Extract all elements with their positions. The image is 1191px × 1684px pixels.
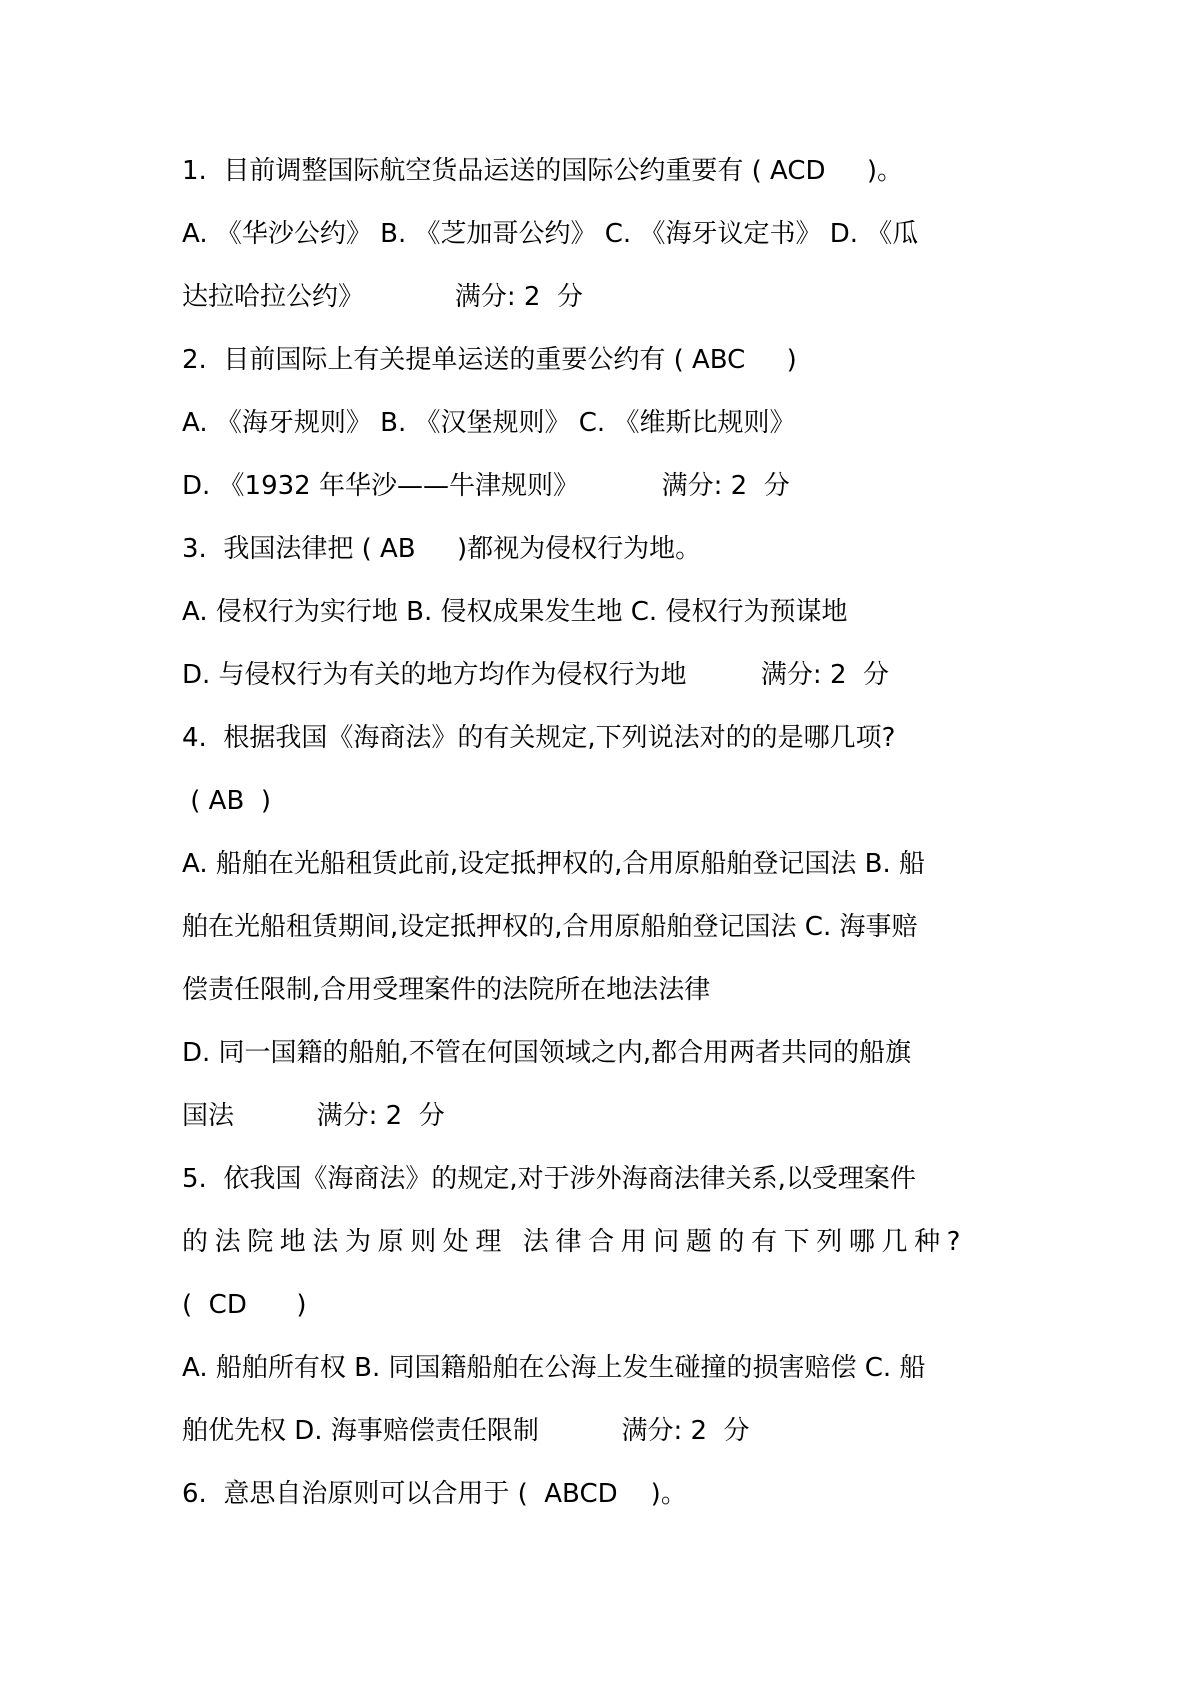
q5-stem-continued: 的法院地法为原则处理 法律合用问题的有下列哪几种? — [182, 1227, 968, 1257]
q4-options-line-1: A. 船舶在光船租赁此前,设定抵押权的,合用原船舶登记国法 B. 船 — [182, 849, 926, 879]
q4-stem: 4. 根据我国《海商法》的有关规定,下列说法对的的是哪几项? — [182, 723, 896, 753]
q5-stem: 5. 依我国《海商法》的规定,对于涉外海商法律关系,以受理案件 — [182, 1164, 916, 1194]
q6-stem: 6. 意思自治原则可以合用于 ( ABCD )。 — [182, 1479, 687, 1509]
q1-options-line-1: A. 《华沙公约》 B. 《芝加哥公约》 C. 《海牙议定书》 D. 《瓜 — [182, 219, 919, 249]
q1-stem: 1. 目前调整国际航空货品运送的国际公约重要有 ( ACD )。 — [182, 156, 903, 186]
q4-options-line-4: D. 同一国籍的船舶,不管在何国领域之内,都合用两者共同的船旗 — [182, 1038, 912, 1068]
q4-options-line-3: 偿责任限制,合用受理案件的法院所在地法法律 — [182, 975, 711, 1005]
q3-options-line-1: A. 侵权行为实行地 B. 侵权成果发生地 C. 侵权行为预谋地 — [182, 597, 848, 627]
q5-answer: ( CD ) — [182, 1290, 307, 1320]
q5-options-line-2: 舶优先权 D. 海事赔偿责任限制 满分: 2 分 — [182, 1416, 750, 1446]
q4-options-line-2: 舶在光船租赁期间,设定抵押权的,合用原船舶登记国法 C. 海事赔 — [182, 912, 918, 942]
q3-stem: 3. 我国法律把 ( AB )都视为侵权行为地。 — [182, 534, 702, 564]
document-page — [182, 140, 1022, 1526]
q2-options-line-1: A. 《海牙规则》 B. 《汉堡规则》 C. 《维斯比规则》 — [182, 408, 796, 438]
q1-options-line-2: 达拉哈拉公约》 满分: 2 分 — [182, 282, 584, 312]
q2-stem: 2. 目前国际上有关提单运送的重要公约有 ( ABC ) — [182, 345, 797, 375]
q4-options-line-5: 国法 满分: 2 分 — [182, 1101, 445, 1131]
q5-options-line-1: A. 船舶所有权 B. 同国籍船舶在公海上发生碰撞的损害赔偿 C. 船 — [182, 1353, 926, 1383]
q4-answer: ( AB ) — [182, 786, 271, 816]
q3-options-line-2: D. 与侵权行为有关的地方均作为侵权行为地 满分: 2 分 — [182, 660, 890, 690]
q2-options-line-2: D. 《1932 年华沙——牛津规则》 满分: 2 分 — [182, 471, 790, 501]
